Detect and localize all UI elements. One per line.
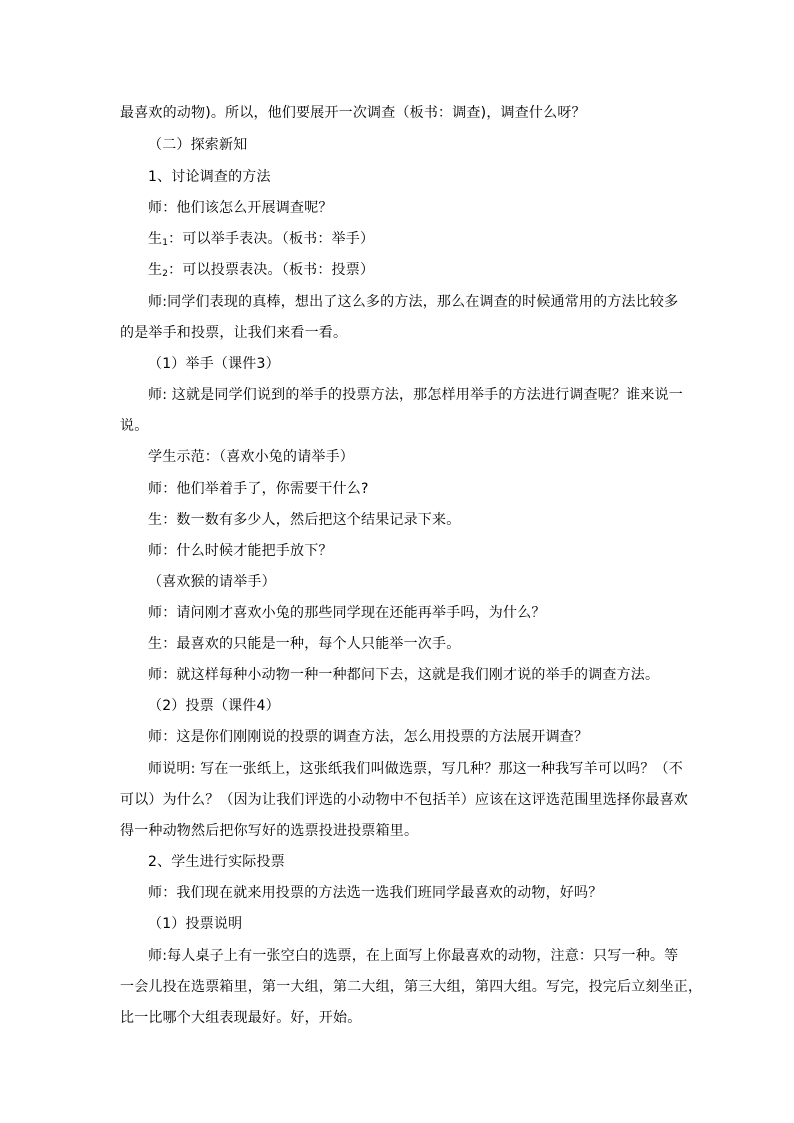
- speaker-subscript: 1: [162, 238, 169, 248]
- text-line: 师：他们举着手了，你需要干什么?: [148, 481, 369, 497]
- text-line: （1）举手（课件3）: [148, 356, 280, 372]
- text-line: 师:每人桌子上有一张空白的选票，在上面写上你最喜欢的动物，注意：只写一种。等: [148, 948, 679, 964]
- text-line: 一会儿投在选票箱里，第一大组，第二大组，第三大组，第四大组。写完，投完后立刻坐正，: [120, 979, 703, 995]
- text-line: 学生示范：（喜欢小兔的请举手）: [148, 449, 354, 465]
- text-line: 师：请问刚才喜欢小兔的那些同学现在还能再举手吗，为什么？: [148, 605, 546, 621]
- text-line: 的是举手和投票，让我们来看一看。: [120, 325, 348, 341]
- text-line: 师:同学们表现的真棒，想出了这么多的方法，那么在调查的时候通常用的方法比较多: [148, 294, 679, 310]
- text-span: ：可以举手表决。（板书：举手）: [168, 231, 375, 247]
- text-line: 师：这是你们刚刚说的投票的调查方法，怎么用投票的方法展开调查？: [148, 729, 589, 745]
- text-line: 生：最喜欢的只能是一种，每个人只能举一次手。: [148, 636, 461, 652]
- text-line: （喜欢猴的请举手）: [148, 574, 276, 590]
- speaker-label: 生: [148, 231, 163, 247]
- text-line: 得一种动物然后把你写好的选票投进投票箱里。: [120, 823, 419, 839]
- speaker-label: 生: [148, 262, 163, 278]
- text-line: （1）投票说明: [148, 916, 243, 932]
- text-line: [148, 261, 708, 283]
- text-line: [148, 230, 708, 252]
- subsection-heading: 1、讨论调查的方法: [148, 169, 271, 185]
- text-line: 师: 这就是同学们说到的举手的投票方法，那怎样用举手的方法进行调查呢？谁来说一: [148, 387, 683, 403]
- text-line: 比一比哪个大组表现最好。好，开始。: [120, 1010, 362, 1026]
- text-line: 最喜欢的动物)。所以，他们要展开一次调查（板书：调查)，调查什么呀？: [120, 105, 586, 121]
- text-line: 师：什么时候才能把手放下？: [148, 543, 333, 559]
- section-heading: （二）探索新知: [148, 137, 248, 153]
- text-line: 可以）为什么？（因为让我们评选的小动物中不包括羊）应该在这评选范围里选择你最喜欢: [120, 792, 688, 808]
- text-line: 生：数一数有多少人，然后把这个结果记录下来。: [148, 512, 461, 528]
- text-line: 师：他们该怎么开展调查呢？: [148, 200, 333, 216]
- text-span: ：可以投票表决。（板书：投票）: [168, 262, 375, 278]
- text-line: 师：我们现在就来用投票的方法选一选我们班同学最喜欢的动物，好吗？: [148, 885, 603, 901]
- text-line: 师：就这样每种小动物一种一种都问下去，这就是我们刚才说的举手的调查方法。: [148, 667, 660, 683]
- text-line: 说。: [120, 418, 149, 434]
- speaker-subscript: 2: [162, 269, 169, 279]
- subsection-heading: 2、学生进行实际投票: [148, 854, 285, 870]
- text-line: （2）投票（课件4）: [148, 698, 280, 714]
- text-line: 师说明: 写在一张纸上，这张纸我们叫做选票，写几种？那这一种我写羊可以吗？（不: [148, 761, 683, 777]
